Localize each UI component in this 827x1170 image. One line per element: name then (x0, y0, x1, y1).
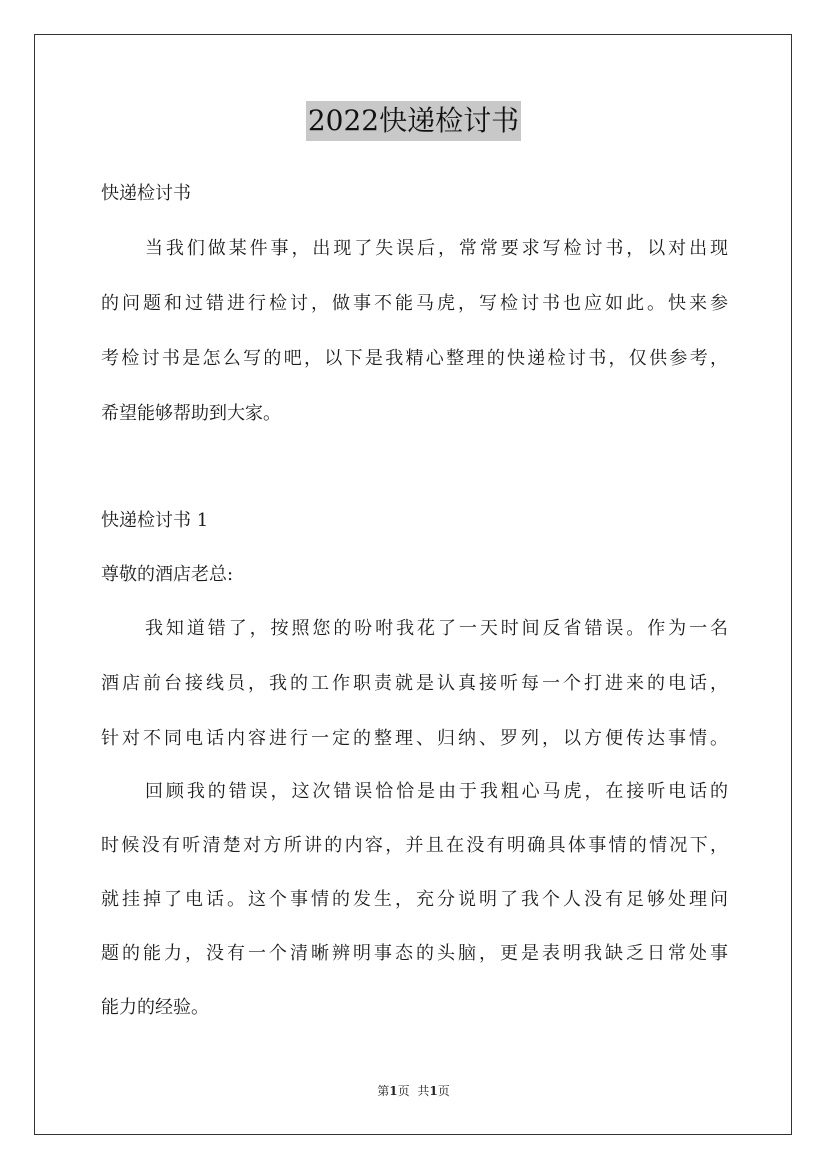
footer-total-pages: 1 (429, 1084, 438, 1098)
intro-line-3: 考检讨书是怎么写的吧，以下是我精心整理的快递检讨书，仅供参考， (101, 348, 728, 369)
title-container (0, 101, 827, 141)
paragraph2-line-4: 题的能力，没有一个清晰辨明事态的头脑，更是表明我缺乏日常处事 (101, 943, 728, 964)
document-title: 2022快递检讨书 (306, 101, 521, 141)
footer-total-prefix: 共 (417, 1084, 430, 1098)
footer-page-suffix: 页 (397, 1084, 410, 1098)
paragraph1-line-1: 我知道错了，按照您的吩咐我花了一天时间反省错误。作为一名 (145, 618, 728, 639)
paragraph1-line-3: 针对不同电话内容进行一定的整理、归纳、罗列，以方便传达事情。 (101, 728, 728, 749)
paragraph2-line-3: 就挂掉了电话。这个事情的发生，充分说明了我个人没有足够处理问 (101, 889, 728, 910)
footer-total-suffix: 页 (437, 1084, 450, 1098)
intro-line-1: 当我们做某件事，出现了失误后，常常要求写检讨书，以对出现 (145, 238, 728, 259)
paragraph2-line-5: 能力的经验。 (101, 997, 209, 1018)
document-subtitle: 快递检讨书 (101, 183, 191, 204)
paragraph1-line-2: 酒店前台接线员，我的工作职责就是认真接听每一个打进来的电话， (101, 673, 728, 694)
paragraph2-line-1: 回顾我的错误，这次错误恰恰是由于我粗心马虎，在接听电话的 (145, 781, 728, 802)
intro-line-2: 的问题和过错进行检讨，做事不能马虎，写检讨书也应如此。快来参 (101, 293, 728, 314)
intro-line-4: 希望能够帮助到大家。 (101, 403, 281, 424)
section-heading: 快递检讨书 1 (101, 510, 209, 531)
salutation: 尊敬的酒店老总: (101, 564, 234, 585)
footer-page-number: 1 (389, 1084, 398, 1098)
page-footer (0, 1083, 827, 1099)
footer-prefix: 第 (377, 1084, 390, 1098)
paragraph2-line-2: 时候没有听清楚对方所讲的内容，并且在没有明确具体事情的情况下， (101, 835, 728, 856)
